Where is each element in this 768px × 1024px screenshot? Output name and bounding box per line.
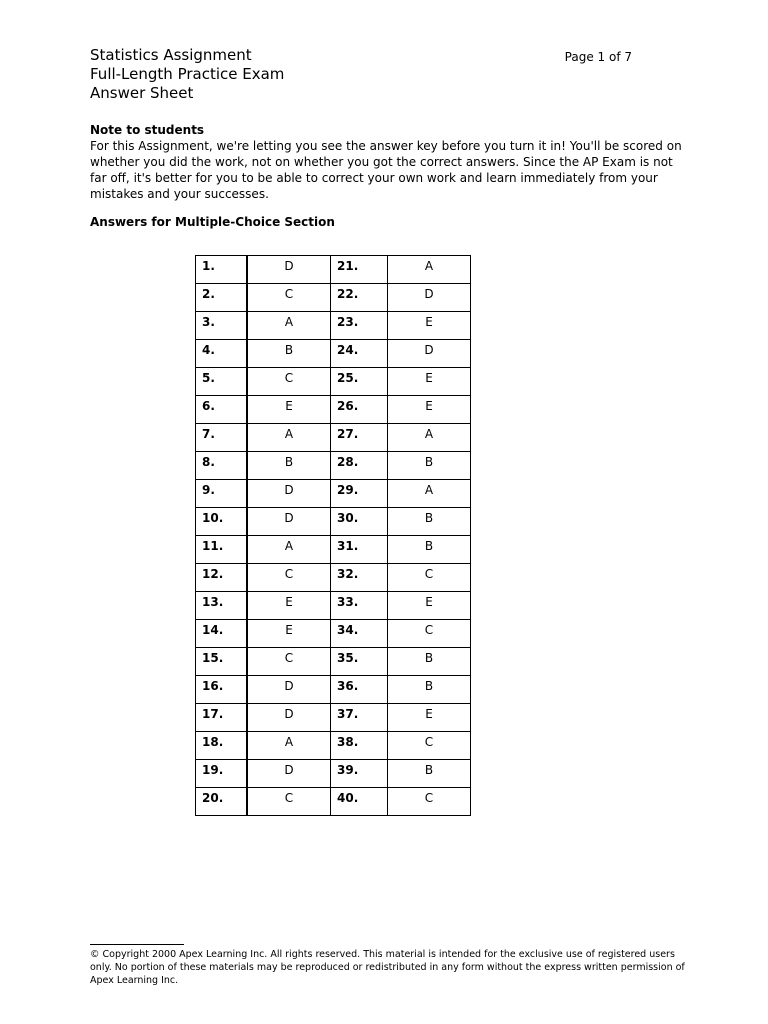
- answer-letter: D: [247, 704, 331, 732]
- answer-letter: E: [247, 620, 331, 648]
- question-number: 27.: [331, 424, 388, 452]
- answer-letter: E: [388, 396, 471, 424]
- table-row: [196, 256, 471, 284]
- copyright-footer: © Copyright 2000 Apex Learning Inc. All rights reserved. This material is intended for the exclusive use of registered users only. No portion of these materials may be reproduced or redistributed in any form without the express written permission of Apex Learning Inc.: [90, 949, 685, 986]
- table-row: [196, 592, 471, 620]
- question-number: 2.: [196, 284, 248, 312]
- answer-letter: A: [388, 424, 471, 452]
- table-row: [196, 480, 471, 508]
- question-number: 31.: [331, 536, 388, 564]
- question-number: 35.: [331, 648, 388, 676]
- question-number: 8.: [196, 452, 248, 480]
- question-number: 7.: [196, 424, 248, 452]
- table-row: [196, 368, 471, 396]
- question-number: 15.: [196, 648, 248, 676]
- question-number: 4.: [196, 340, 248, 368]
- answer-letter: C: [388, 620, 471, 648]
- assignment-title: Statistics Assignment: [90, 46, 252, 64]
- answer-letter: E: [247, 396, 331, 424]
- page-number: Page 1 of 7: [564, 50, 632, 64]
- question-number: 23.: [331, 312, 388, 340]
- question-number: 28.: [331, 452, 388, 480]
- answer-letter: C: [247, 368, 331, 396]
- table-row: [196, 284, 471, 312]
- table-row: [196, 508, 471, 536]
- answer-letter: A: [247, 424, 331, 452]
- question-number: 22.: [331, 284, 388, 312]
- table-row: [196, 732, 471, 760]
- answer-letter: B: [388, 648, 471, 676]
- answer-letter: A: [388, 256, 471, 284]
- answer-letter: B: [388, 760, 471, 788]
- answer-letter: A: [388, 480, 471, 508]
- answer-letter: B: [247, 340, 331, 368]
- question-number: 24.: [331, 340, 388, 368]
- answer-letter: E: [388, 704, 471, 732]
- answer-letter: C: [247, 564, 331, 592]
- table-row: [196, 620, 471, 648]
- note-body: For this Assignment, we're letting you see the answer key before you turn it in! You'll be scored on whether you did the work, not on whether you got the correct answers. Since the AP Exam is not far off, it's better for you to be able to correct your own work and learn immediately from your mistakes and your successes.: [90, 139, 682, 201]
- question-number: 25.: [331, 368, 388, 396]
- answer-letter: B: [388, 536, 471, 564]
- note-heading: Note to students: [90, 123, 205, 137]
- question-number: 19.: [196, 760, 248, 788]
- answer-letter: C: [247, 788, 331, 816]
- table-row: [196, 788, 471, 816]
- answer-letter: A: [247, 312, 331, 340]
- answer-letter: D: [247, 508, 331, 536]
- answer-letter: B: [388, 452, 471, 480]
- note-to-students: [90, 122, 690, 202]
- table-row: [196, 760, 471, 788]
- table-row: [196, 564, 471, 592]
- question-number: 30.: [331, 508, 388, 536]
- question-number: 6.: [196, 396, 248, 424]
- question-number: 20.: [196, 788, 248, 816]
- question-number: 29.: [331, 480, 388, 508]
- question-number: 10.: [196, 508, 248, 536]
- question-number: 34.: [331, 620, 388, 648]
- table-row: [196, 452, 471, 480]
- sheet-title: Answer Sheet: [90, 84, 194, 102]
- answer-letter: B: [388, 676, 471, 704]
- question-number: 32.: [331, 564, 388, 592]
- question-number: 36.: [331, 676, 388, 704]
- question-number: 39.: [331, 760, 388, 788]
- question-number: 14.: [196, 620, 248, 648]
- table-row: [196, 704, 471, 732]
- answer-letter: D: [247, 676, 331, 704]
- answer-letter: B: [388, 508, 471, 536]
- answer-letter: B: [247, 452, 331, 480]
- question-number: 17.: [196, 704, 248, 732]
- answer-letter: D: [388, 340, 471, 368]
- question-number: 12.: [196, 564, 248, 592]
- answer-letter: D: [247, 256, 331, 284]
- answer-letter: E: [388, 592, 471, 620]
- answer-letter: C: [247, 284, 331, 312]
- document-header: [90, 46, 640, 103]
- question-number: 33.: [331, 592, 388, 620]
- answer-letter: C: [388, 788, 471, 816]
- answer-letter: C: [388, 564, 471, 592]
- question-number: 18.: [196, 732, 248, 760]
- footnote-divider: [90, 944, 184, 945]
- question-number: 13.: [196, 592, 248, 620]
- section-heading: Answers for Multiple-Choice Section: [90, 215, 335, 229]
- table-row: [196, 648, 471, 676]
- question-number: 11.: [196, 536, 248, 564]
- question-number: 16.: [196, 676, 248, 704]
- question-number: 1.: [196, 256, 248, 284]
- answer-table-body: [196, 256, 471, 816]
- table-row: [196, 312, 471, 340]
- table-row: [196, 676, 471, 704]
- answer-letter: E: [388, 368, 471, 396]
- question-number: 26.: [331, 396, 388, 424]
- table-row: [196, 536, 471, 564]
- table-row: [196, 340, 471, 368]
- answer-letter: E: [388, 312, 471, 340]
- answer-letter: E: [247, 592, 331, 620]
- question-number: 5.: [196, 368, 248, 396]
- answer-letter: D: [388, 284, 471, 312]
- answer-table: [195, 255, 471, 816]
- question-number: 3.: [196, 312, 248, 340]
- question-number: 37.: [331, 704, 388, 732]
- answer-letter: A: [247, 732, 331, 760]
- table-row: [196, 424, 471, 452]
- question-number: 21.: [331, 256, 388, 284]
- question-number: 9.: [196, 480, 248, 508]
- question-number: 38.: [331, 732, 388, 760]
- table-row: [196, 396, 471, 424]
- answer-letter: C: [247, 648, 331, 676]
- exam-title: Full-Length Practice Exam: [90, 65, 285, 83]
- answer-letter: D: [247, 480, 331, 508]
- question-number: 40.: [331, 788, 388, 816]
- answer-letter: A: [247, 536, 331, 564]
- answer-letter: C: [388, 732, 471, 760]
- answer-letter: D: [247, 760, 331, 788]
